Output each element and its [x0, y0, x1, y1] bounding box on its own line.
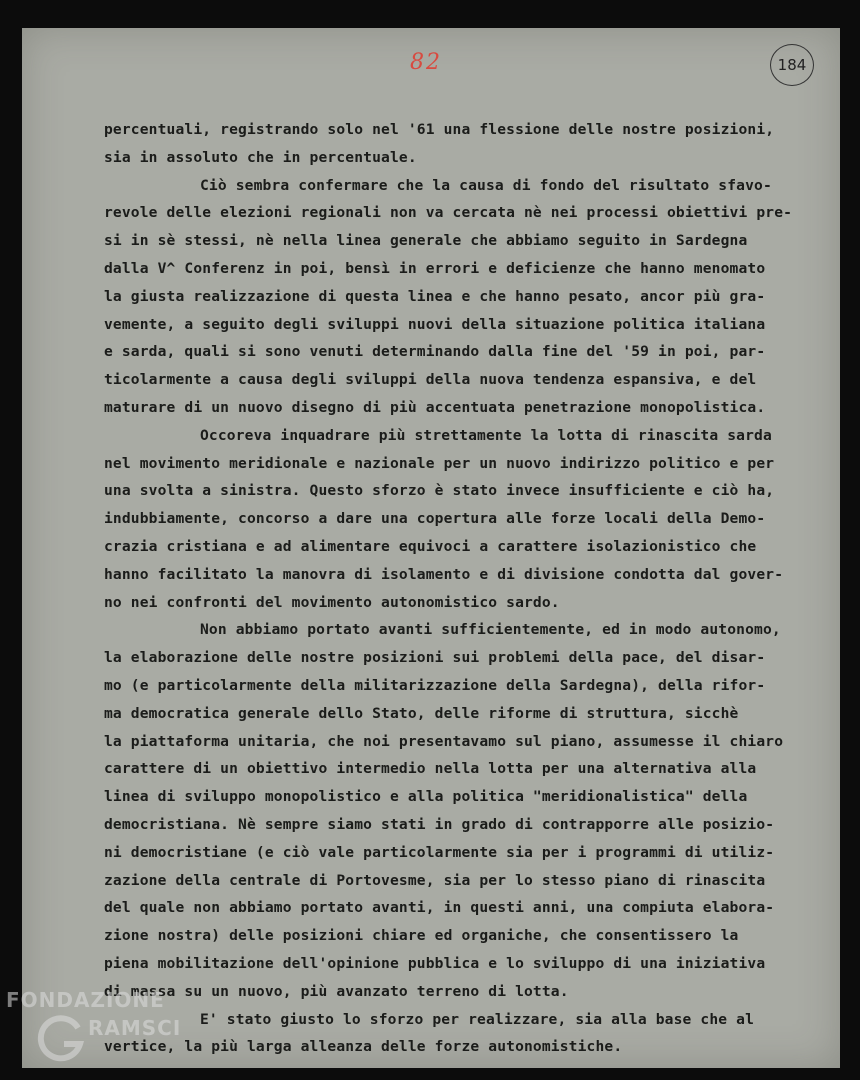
text-line: percentuali, registrando solo nel '61 una flessione delle nostre posizioni,	[104, 121, 775, 138]
text-line: sia in assoluto che in percentuale.	[104, 148, 417, 166]
text-line: Occoreva inquadrare più strettamente la lotta di rinascita sarda	[200, 426, 772, 444]
text-line: ticolarmente a causa degli sviluppi della nuova tendenza espansiva, e del	[104, 371, 757, 389]
text-line: vemente, a seguito degli sviluppi nuovi della situazione politica italiana	[104, 315, 766, 333]
text-line: ni democristiane (e ciò vale particolarmente sia per i programmi di utiliz-	[104, 843, 775, 861]
watermark-text-top: FONDAZIONE	[6, 988, 165, 1012]
document-page	[22, 28, 840, 1068]
text-line: crazia cristiana e ad alimentare equivoci a carattere isolazionistico che	[104, 537, 757, 555]
text-line: la elaborazione delle nostre posizioni sui problemi della pace, del disar-	[104, 649, 766, 667]
text-line: la piattaforma unitaria, che noi presentavamo sul piano, assumesse il chiaro	[104, 732, 784, 750]
text-line: dalla V^ Conferenz in poi, bensì in errori e deficienze che hanno menomato	[104, 259, 766, 277]
text-line: E' stato giusto lo sforzo per realizzare, sia alla base che al	[200, 1010, 755, 1028]
text-line: e sarda, quali si sono venuti determinando dalla fine del '59 in poi, par-	[104, 343, 766, 361]
watermark-text-bottom: RAMSCI	[88, 1016, 182, 1040]
typewritten-text	[104, 116, 816, 1061]
text-line: nel movimento meridionale e nazionale per un nuovo indirizzo politico e per	[104, 454, 775, 472]
text-line: hanno facilitato la manovra di isolamento e di divisione condotta dal gover-	[104, 565, 784, 583]
text-line: indubbiamente, concorso a dare una copertura alle forze locali della Demo-	[104, 510, 766, 528]
page-number-annotation: 82	[410, 50, 442, 75]
text-line: ma democratica generale dello Stato, delle riforme di struttura, sicchè	[104, 704, 739, 722]
text-line: si in sè stessi, nè nella linea generale che abbiamo seguito in Sardegna	[104, 232, 748, 250]
text-line: democristiana. Nè sempre siamo stati in grado di contrapporre alle posizio-	[104, 815, 775, 833]
text-line: maturare di un nuovo disegno di più accentuata penetrazione monopolistica.	[104, 398, 766, 416]
archive-stamp-number: 184	[770, 44, 814, 86]
text-line: linea di sviluppo monopolistico e alla politica "meridionalistica" della	[104, 788, 748, 806]
text-line: di massa su un nuovo, più avanzato terreno di lotta.	[104, 982, 569, 1000]
text-line: mo (e particolarmente della militarizzazione della Sardegna), della rifor-	[104, 676, 766, 694]
text-line: no nei confronti del movimento autonomistico sardo.	[104, 593, 560, 611]
text-line: Ciò sembra confermare che la causa di fondo del risultato sfavo-	[200, 176, 772, 194]
text-line: zione nostra) delle posizioni chiare ed organiche, che consentissero la	[104, 927, 739, 945]
text-line: zazione della centrale di Portovesme, sia per lo stesso piano di rinascita	[104, 871, 766, 889]
text-line: Non abbiamo portato avanti sufficientemente, ed in modo autonomo,	[200, 621, 781, 639]
text-line: la giusta realizzazione di questa linea e che hanno pesato, ancor più gra-	[104, 287, 766, 305]
text-line: del quale non abbiamo portato avanti, in questi anni, una compiuta elabora-	[104, 899, 775, 917]
text-line: vertice, la più larga alleanza delle forze autonomistiche.	[104, 1038, 623, 1056]
text-line: revole delle elezioni regionali non va cercata nè nei processi obiettivi pre-	[104, 204, 793, 222]
text-line: una svolta a sinistra. Questo sforzo è stato invece insufficiente e ciò ha,	[104, 482, 775, 500]
text-line: carattere di un obiettivo intermedio nella lotta per una alternativa alla	[104, 760, 757, 778]
text-line: piena mobilitazione dell'opinione pubblica e lo sviluppo di una iniziativa	[104, 954, 766, 972]
